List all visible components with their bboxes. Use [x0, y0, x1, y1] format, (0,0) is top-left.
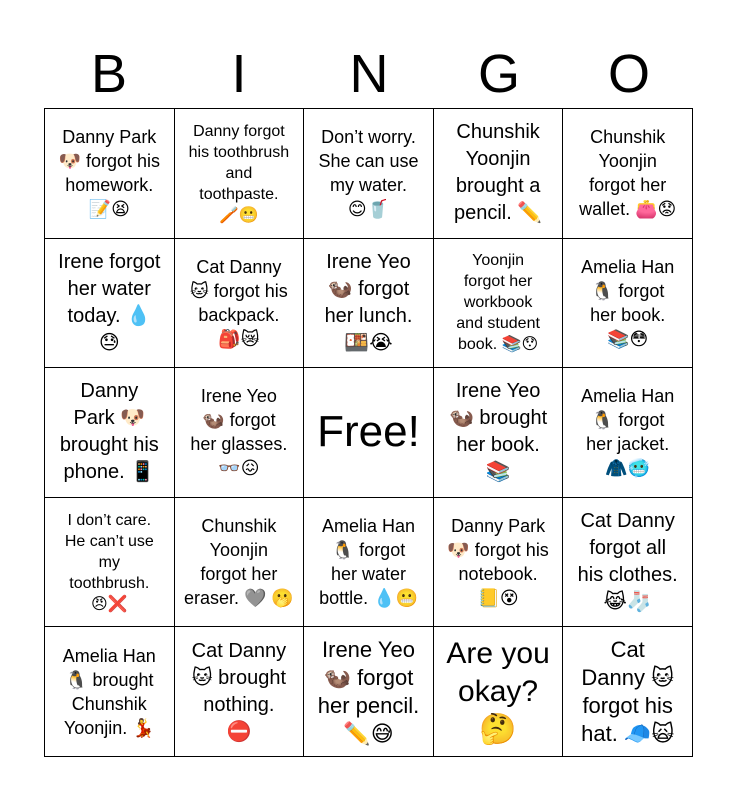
bingo-cell[interactable]	[434, 368, 564, 498]
cell-text: Cat Danny 🐱 forgot his backpack. 🎒😿	[189, 256, 288, 349]
cell-text: Chunshik Yoonjin forgot her wallet. 👛😟	[579, 127, 677, 220]
header-letter-n: N	[349, 44, 389, 104]
bingo-cell[interactable]	[45, 368, 175, 498]
bingo-cell[interactable]	[175, 239, 305, 369]
header-letter-g: G	[477, 44, 520, 104]
cell-text: Amelia Han 🐧 forgot her water bottle. 💧😬	[319, 516, 418, 609]
cell-text: Irene forgot her water today. 💧 😓	[58, 250, 161, 354]
bingo-cell[interactable]	[304, 109, 434, 239]
cell-text: Amelia Han 🐧 forgot her jacket. 🧥🥶	[581, 386, 675, 479]
free-label: Free!	[317, 407, 420, 457]
bingo-grid	[44, 108, 693, 757]
bingo-cell[interactable]	[45, 109, 175, 239]
bingo-cell[interactable]	[304, 498, 434, 628]
cell-text: Cat Danny 🐱 forgot his hat. 🧢🙀	[581, 636, 675, 746]
cell-text: Irene Yeo 🦦 forgot her glasses. 👓😖	[190, 386, 288, 479]
bingo-cell[interactable]	[563, 109, 693, 239]
bingo-cell[interactable]	[434, 627, 564, 757]
cell-text: Chunshik Yoonjin brought a pencil. ✏️	[453, 121, 543, 225]
cell-text: I don’t care. He can’t use my toothbrush. 😠❌	[64, 511, 154, 613]
cell-text: Cat Danny forgot all his clothes. 😹🧦	[577, 510, 678, 614]
bingo-cell[interactable]	[563, 368, 693, 498]
bingo-cell[interactable]	[304, 627, 434, 757]
bingo-cell[interactable]	[434, 498, 564, 628]
cell-text: Amelia Han 🐧 brought Chunshik Yoonjin. 💃	[62, 645, 156, 738]
bingo-cell[interactable]	[175, 368, 305, 498]
cell-text: Don’t worry. She can use my water. 😊🥤	[318, 127, 419, 220]
bingo-cell[interactable]	[45, 239, 175, 369]
bingo-header	[44, 40, 694, 108]
cell-text: Are you okay? 🤔	[446, 636, 550, 746]
cell-text: Cat Danny 🐱 brought nothing. ⛔	[191, 639, 287, 743]
cell-text: Danny forgot his toothbrush and toothpaste. 🪥😬	[188, 122, 290, 224]
free-cell[interactable]	[304, 368, 434, 498]
bingo-cell[interactable]	[563, 239, 693, 369]
bingo-cell[interactable]	[434, 239, 564, 369]
bingo-cell[interactable]	[434, 109, 564, 239]
bingo-cell[interactable]	[304, 239, 434, 369]
cell-text: Irene Yeo 🦦 brought her book. 📚	[448, 380, 548, 484]
bingo-cell[interactable]	[175, 627, 305, 757]
header-letter-o: O	[607, 44, 650, 104]
cell-text: Danny Park 🐶 forgot his notebook. 📒😵	[447, 516, 549, 609]
bingo-cell[interactable]	[563, 627, 693, 757]
cell-text: Amelia Han 🐧 forgot her book. 📚😳	[581, 256, 675, 349]
bingo-cell[interactable]	[175, 109, 305, 239]
cell-text: Irene Yeo 🦦 forgot her pencil. ✏️😅	[317, 636, 420, 746]
cell-text: Danny Park 🐶 forgot his homework. 📝😫	[58, 127, 161, 220]
header-letter-b: B	[90, 44, 128, 104]
cell-text: Yoonjin forgot her workbook and student book. 📚😯	[456, 252, 540, 354]
bingo-cell[interactable]	[175, 498, 305, 628]
cell-text: Chunshik Yoonjin forgot her eraser. 🩶 🫢	[183, 516, 294, 609]
bingo-cell[interactable]	[45, 627, 175, 757]
bingo-cell[interactable]	[563, 498, 693, 628]
cell-text: Irene Yeo 🦦 forgot her lunch. 🍱😭	[324, 250, 413, 354]
bingo-cell[interactable]	[45, 498, 175, 628]
header-letter-i: I	[231, 44, 247, 104]
cell-text: Danny Park 🐶 brought his phone. 📱	[59, 380, 159, 484]
